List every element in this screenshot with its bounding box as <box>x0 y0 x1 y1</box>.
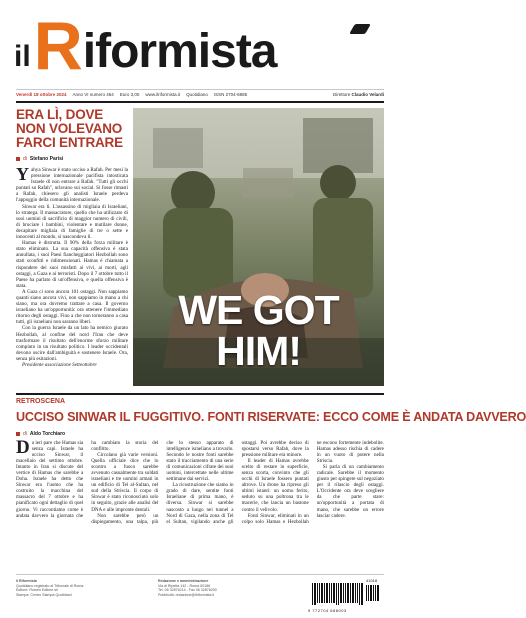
newspaper-logo[interactable] <box>14 8 277 84</box>
top-rule <box>16 101 384 103</box>
footer-line: Redazione e amministrazione <box>158 579 209 583</box>
byline-author: Aldo Torchiaro <box>29 431 66 437</box>
story-paragraph: Non sarebbe però un dispiegamento, una talpa, più che lo stesso apparato di intelligence israeliano a trovarlo. Secondo le nostre fonti sarebbe stato il tracciamento di una serie di comunicazioni cifrate dei suoi uomini, intercettate nelle ultime settimane dai servizi. <box>91 440 234 525</box>
second-story-body <box>16 437 384 568</box>
footer-line: Pubblicità: redazione@ilriformista.it <box>158 592 215 597</box>
byline-prefix: di <box>23 156 27 162</box>
masthead <box>0 0 400 88</box>
barcode-issue: 41018 <box>366 578 378 583</box>
barcode-number: 9 772704 688003 <box>308 608 347 613</box>
byline-marker <box>16 157 20 161</box>
lead-story <box>16 108 128 386</box>
footer-line: Tel. 06 32876214 - Fax 06 32876200 <box>158 588 217 592</box>
byline-author: Stefano Parisi <box>29 156 64 162</box>
footer-line: Stampa: Centro Stampa Quotidiani <box>16 592 72 597</box>
lead-paragraph: Hamas è distrutta. Il 90% della forza militare è stato eliminato. La sua capacità offensiva è stata annullata, i suoi Paesi fiancheggiatori Hezbollah sono stati sconfitti e ridimensionati. Hamas è chiamata a rispondere dei suoi misfatti ai vivi, ai morti, agli ostaggi, a Gaza e ai terroristi. Dopo il 7 ottobre tutto il Paese ha parlato di un'offensiva, e quella offensiva è stata. <box>16 240 128 289</box>
byline-marker <box>16 432 20 436</box>
lead-body <box>16 164 128 368</box>
logo-rest: iformista <box>82 25 277 78</box>
story-paragraph: Da ieri pare che Hamas sia senza capi. Israele ha ucciso Sinwar, il macellaio del settimo ottobre. Intanto in Iran si discute del vertice di Hamas che sarebbe a Doha. Israele ha detto che Sinwar era l'uomo che ha costruito la macchina del massacro del 7 ottobre e ha pianificato ogni dettaglio di quel giorno. Vi raccontiamo come è andata davvero la giornata che ha cambiato la storia del conflitto. <box>16 437 159 519</box>
footer-line: Quotidiano registrato al Tribunale di Roma <box>16 583 84 588</box>
lead-paragraph: Sinwar era lì. L'assassino di migliaia di Israeliani, lo stratega. Il massacratore, quello che ha utilizzato di suoi uomini di sacrificio di maggior numero di civili, di bruciare i bambini, violentare e mutilare donne, decapitare migliaia di famiglie di tre o sette e innocenti al mondo, si nascondeva lì. <box>16 203 128 241</box>
footer-publisher-info <box>16 579 126 597</box>
logo-accent-mark <box>349 24 371 34</box>
logo-initial: R <box>33 8 83 84</box>
footer-contact-info <box>158 579 278 597</box>
footer-line: Editore: Romeo Editore srl <box>16 588 59 592</box>
issn: ISSN 2704-6885 <box>213 92 248 97</box>
footer <box>16 574 384 612</box>
story-dropcap: D <box>16 437 30 458</box>
logo-prefix: il <box>14 40 31 73</box>
price: Euro 3,00 <box>119 92 140 97</box>
second-headline[interactable]: UCCISO SINWAR IL FUGGITIVO. FONTI RISERVATE: ECCO COME È ANDATA DAVVERO <box>16 410 526 424</box>
lead-dropcap: Y <box>16 164 29 184</box>
story-paragraph: Si parla di un cambiamento radicale. Sarebbe il momento giusto per spingere sul negoziato per il rilascio degli ostaggi. L'Occidente ora deve scegliere da che parte stare: un'opportunità a portata di mano, che sarebbe un errore lasciar cadere. <box>316 464 384 519</box>
lead-byline <box>16 156 128 162</box>
lead-paragraph: Yahya Sinwar è stato ucciso a Rafah. Per mesi la pressione internazionale pacifista intosticata Israele di non entrare a Rafah. "Tutti gli occhi puntati su Rafah", urlavano sui social. Si fosse rimasti a Rafah, chiesero gli analisti Israele perdeva l'appoggio della comunità internazionale. <box>16 164 128 204</box>
issue-date: Venerdì 18 ottobre 2024 <box>16 92 67 97</box>
section-label[interactable]: RETROSCENA <box>16 393 384 405</box>
lead-headline[interactable]: ERA LÌ, DOVE NON VOLEVANO FARCI ENTRARE <box>16 107 123 150</box>
story-paragraph: Il leader di Hamas avrebbe scelto di restare in superficie, senza scorta, convinto che gli occhi di Israele fossero puntati altrove. Un drone ha ripreso gli ultimi istanti: un uomo ferito, seduto su una poltrona tra le macerie, che lancia un bastone contro il velivolo. <box>241 458 309 513</box>
footer-line: il Riformista <box>16 579 37 583</box>
info-bar <box>16 89 384 99</box>
edition-number: Anno VI numero 464 <box>72 92 114 97</box>
director-credit <box>333 92 384 97</box>
lead-paragraph: Con la guerra Israele da un lato ha nemico giurato Hezbollah, al confine del nord l'Iran che deve trasformare il risultato dell'enorme sforzo militare compiuto in un risultato politico. I leader occidentali devono uscire dall'ambiguità e sostenere Israele. Ora, senza più esitazioni. <box>16 325 128 362</box>
story-paragraph: Fonti Sinwar, eliminati in un colpo solo Hamas e Hezbollah ne escono fortemente indebolite. Hamas adesso rischia di cadere in un vuoto di potere nella Striscia. <box>241 440 384 525</box>
director-name: Claudio Velardi <box>351 92 384 97</box>
website-link[interactable]: www.ilriformista.it <box>145 92 181 97</box>
frequency: Quotidiano <box>186 92 208 97</box>
story-paragraph: La ricostruzione che siamo in grado di dare, sentite fonti Israeliane di prima mano, è diversa. Sinwar si sarebbe nascosto a lungo nei tunnel a Nord di Gaza, nella zona di Tel el Sultan, vigilando anche gli ostaggi. Poi avrebbe deciso di spostarsi verso Rafah, dove la pressione militare era minore. <box>166 440 309 525</box>
footer-line: Via di Ripetta 142 - Roma 00186 <box>158 583 211 588</box>
director-label: Direttore <box>332 92 351 97</box>
photo-caption: WE GOT HIM! <box>178 287 339 374</box>
lead-paragraph: A Gaza ci sono ancora 101 ostaggi. Non sappiamo quanti siano ancora vivi, non sappiamo in mano a chi siano, ma ora dovremo trattare a casa. Il governo israeliano ha un'opportunità: ora ottenere l'immediato ritorno degli ostaggi. Fino a che non torneranno a casa tutti, gli israeliani non saranno liberi. <box>16 288 128 326</box>
story-paragraph: Circolano già varie versioni. Quella ufficiale dice che lo scontro a fuoco sarebbe avvenuto casualmente tra soldati israeliani e tre uomini armati in un edificio di Tel al-Sultan, nel sud della Striscia. Il corpo di Sinwar è stato riconosciuto solo in seguito, grazie alle analisi del DNA e alle impronte dentali. <box>91 452 159 513</box>
byline-prefix: di <box>23 431 27 437</box>
lead-photo[interactable] <box>133 108 384 386</box>
lead-signature: Presidente associazione Setteottobre <box>22 362 97 368</box>
